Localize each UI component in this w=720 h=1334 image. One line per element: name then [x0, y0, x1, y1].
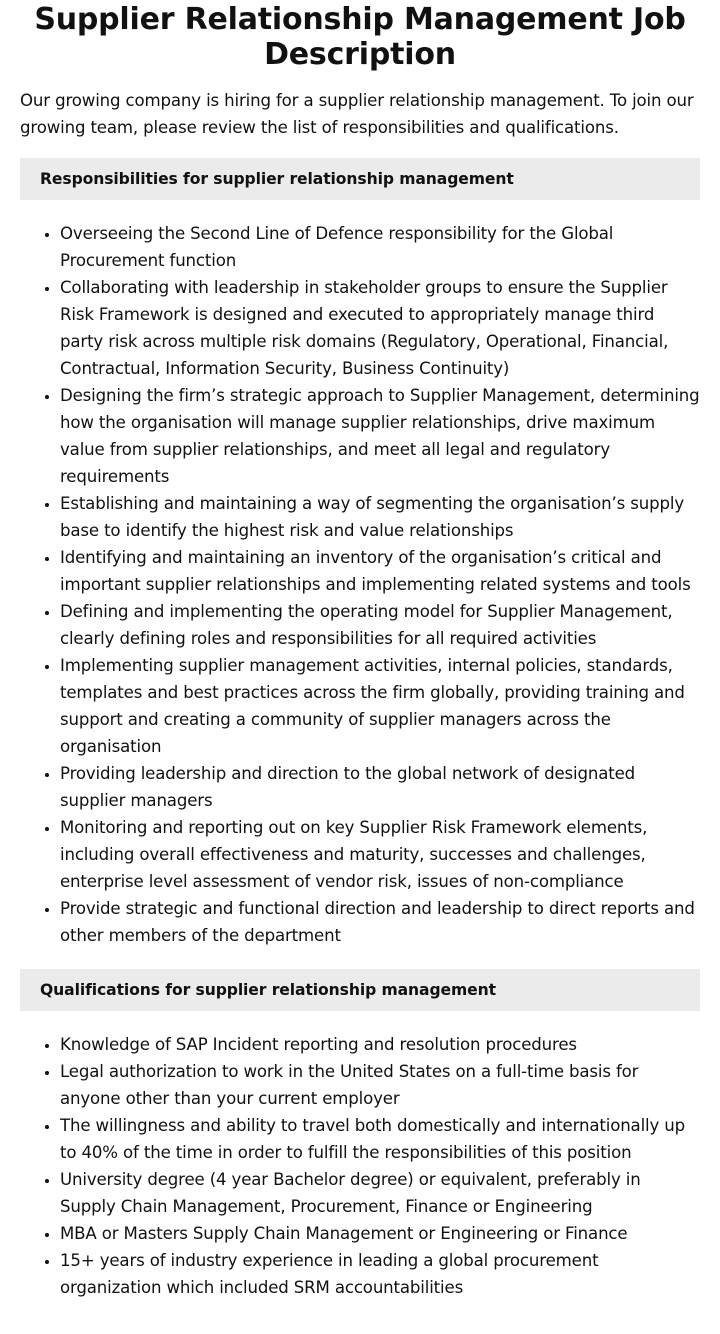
list-item: • MBA or Masters Supply Chain Management or Engineering or Finance: [60, 1220, 700, 1247]
list-item: • Collaborating with leadership in stakeholder groups to ensure the Supplier Risk Framework is designed and executed to appropriately manage third party risk across multiple risk domains (Regulatory, Operational, Financial, Contractual, Information Security, Business Continuity): [60, 274, 700, 382]
list-item: • Establishing and maintaining a way of segmenting the organisation’s supply base to identify the highest risk and value relationships: [60, 490, 700, 544]
list-item: • University degree (4 year Bachelor degree) or equivalent, preferably in Supply Chain Management, Procurement, Finance or Engineering: [60, 1166, 700, 1220]
list-item: • Providing leadership and direction to the global network of designated supplier managers: [60, 760, 700, 814]
page-title: Supplier Relationship Management Job Description: [34, 2, 686, 72]
list-item: • Overseeing the Second Line of Defence responsibility for the Global Procurement function: [60, 220, 700, 274]
list-item: • Legal authorization to work in the United States on a full-time basis for anyone other than your current employer: [60, 1058, 700, 1112]
list-item: • Identifying and maintaining an inventory of the organisation’s critical and important supplier relationships and implementing related systems and tools: [60, 544, 700, 598]
qualifications-list: [20, 1031, 700, 1301]
list-item: • Defining and implementing the operating model for Supplier Management, clearly defining roles and responsibilities for all required activities: [60, 598, 700, 652]
list-item: • The willingness and ability to travel both domestically and internationally up to 40% of the time in order to fulfill the responsibilities of this position: [60, 1112, 700, 1166]
list-item: • Monitoring and reporting out on key Supplier Risk Framework elements, including overall effectiveness and maturity, successes and challenges, enterprise level assessment of vendor risk, issues of non-compliance: [60, 814, 700, 895]
intro-paragraph: Our growing company is hiring for a supplier relationship management. To join our growing team, please review the list of responsibilities and qualifications.: [20, 91, 694, 137]
list-item: • Designing the firm’s strategic approach to Supplier Management, determining how the organisation will manage supplier relationships, drive maximum value from supplier relationships, and meet all legal and regulatory requirements: [60, 382, 700, 490]
responsibilities-header: Responsibilities for supplier relationship management: [20, 158, 700, 200]
qualifications-header: Qualifications for supplier relationship management: [20, 969, 700, 1011]
list-item: • Knowledge of SAP Incident reporting and resolution procedures: [60, 1031, 700, 1058]
list-item: • Implementing supplier management activities, internal policies, standards, templates and best practices across the firm globally, providing training and support and creating a community of supplier managers across the organisation: [60, 652, 700, 760]
list-item: • 15+ years of industry experience in leading a global procurement organization which included SRM accountabilities: [60, 1247, 700, 1301]
list-item: • Provide strategic and functional direction and leadership to direct reports and other members of the department: [60, 895, 700, 949]
responsibilities-list: [20, 220, 700, 949]
